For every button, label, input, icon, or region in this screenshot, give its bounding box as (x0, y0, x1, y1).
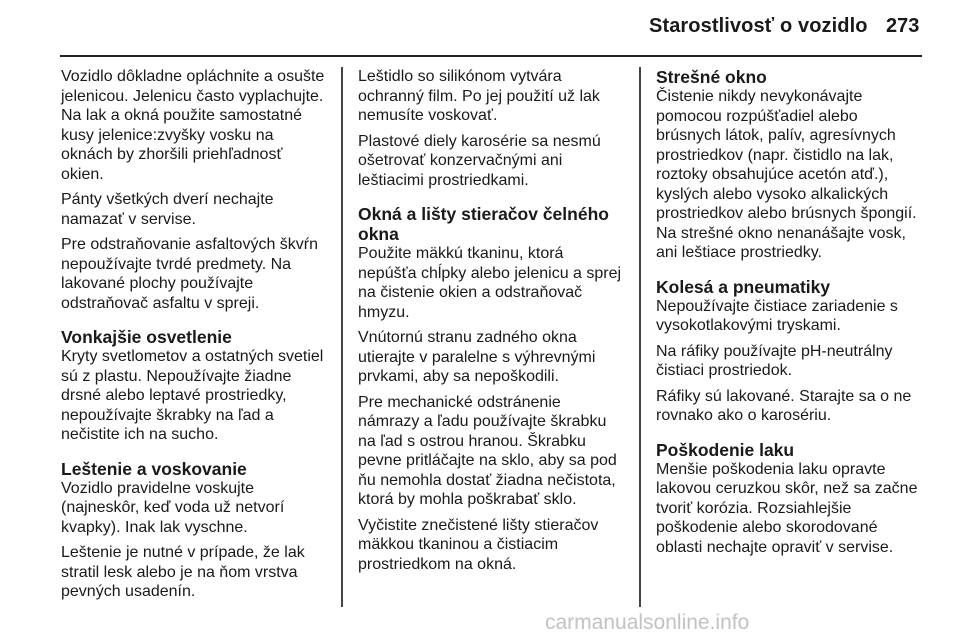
paragraph: Vyčistite znečistené lišty stieračov mäkkou tkaninou a čistiacim prostriedkom na okná. (358, 516, 599, 573)
paragraph: Na ráfiky používajte pH-neutrálny čistiaci prostriedok. (656, 342, 893, 379)
paragraph: Vozidlo pravidelne voskujte (najneskôr, keď voda už netvorí kvapky). Inak lak vyschne. (61, 479, 285, 536)
paragraph: Leštenie je nutné v prípade, že lak stratil lesk alebo je na ňom vrstva pevných usadenín. (61, 544, 305, 600)
section-heading: Leštenie a voskovanie (61, 458, 247, 479)
paragraph: Použite mäkkú tkaninu, ktorá nepúšťa chĺpky alebo jelenicu a sprej na čistenie okien a odstraňovač hmyzu. (358, 245, 622, 321)
header-divider (60, 55, 922, 57)
paragraph: Pánty všetkých dverí nechajte namazať v servise. (61, 191, 274, 228)
section-heading: Strešné okno (656, 67, 767, 87)
section-heading: Poškodenie laku (656, 439, 795, 460)
text-column-2 (358, 67, 628, 580)
paragraph: Leštidlo so silikónom vytvára ochranný film. Po jej použití už lak nemusíte voskovať. (358, 68, 600, 124)
paragraph: Plastové diely karosérie sa nesmú ošetrovať konzervačnými ani leštiacimi prostriedkami. (358, 132, 601, 189)
paragraph: Pre mechanické odstránenie námrazy a ľadu používajte škrabku na ľad s ostrou hranou. Škrabku pevne pritláčajte na sklo, aby sa pod ňu nemohla dostať žiadna nečistota, ktorá by mohla poškrabať sklo. (358, 393, 617, 508)
page-title: Starostlivosť o vozidlo (649, 15, 868, 37)
text-column-1 (61, 67, 329, 608)
paragraph: Vozidlo dôkladne opláchnite a osušte jelenicou. Jelenicu často vyplachujte. Na lak a okná použite samostatné kusy jelenice:zvyšky vosku na oknách by zhoršili priehľadnosť okien. (61, 68, 325, 183)
paragraph: Kryty svetlometov a ostatných svetiel sú z plastu. Nepoužívajte žiadne drsné alebo leptavé prostriedky, nepoužívajte škrabky na ľad a nečistite ich na sucho. (61, 348, 324, 443)
paragraph: Vnútornú stranu zadného okna utierajte v paralelne s výhrevnými prvkami, aby sa nepoškodili. (358, 329, 596, 385)
section-heading: Okná a lišty stieračov čelného okna (358, 204, 609, 244)
section-heading: Kolesá a pneumatiky (656, 276, 831, 297)
section-heading: Vonkajšie osvetlenie (61, 327, 232, 347)
paragraph: Pre odstraňovanie asfaltových škvŕn nepoužívajte tvrdé predmety. Na lakované plochy používajte odstraňovač asfaltu v spreji. (61, 236, 319, 312)
paragraph: Menšie poškodenia laku opravte lakovou ceruzkou skôr, než sa začne tvoriť korózia. Rozsiahlejšie poškodenie alebo skorodované oblasti nechajte opraviť v servise. (656, 460, 918, 556)
column-divider (639, 67, 641, 607)
watermark-text: carmanualsonline.info (545, 611, 750, 634)
page-number: 273 (886, 15, 920, 37)
column-divider (341, 67, 343, 607)
paragraph: Ráfiky sú lakované. Starajte sa o ne rovnako ako o karosériu. (656, 387, 912, 424)
text-column-3 (656, 67, 926, 563)
paragraph: Čistenie nikdy nevykonávajte pomocou rozpúšťadiel alebo brúsnych látok, palív, agresívnych prostriedkov (napr. čistidlo na lak, roztoky obsahujúce acetón atď.), kyslých alebo vysoko alkalických prostriedkov alebo brúsnych špongií. Na strešné okno nenanášajte vosk, ani leštiace prostriedky. (656, 88, 917, 261)
paragraph: Nepoužívajte čistiace zariadenie s vysokotlakovými tryskami. (656, 297, 898, 334)
